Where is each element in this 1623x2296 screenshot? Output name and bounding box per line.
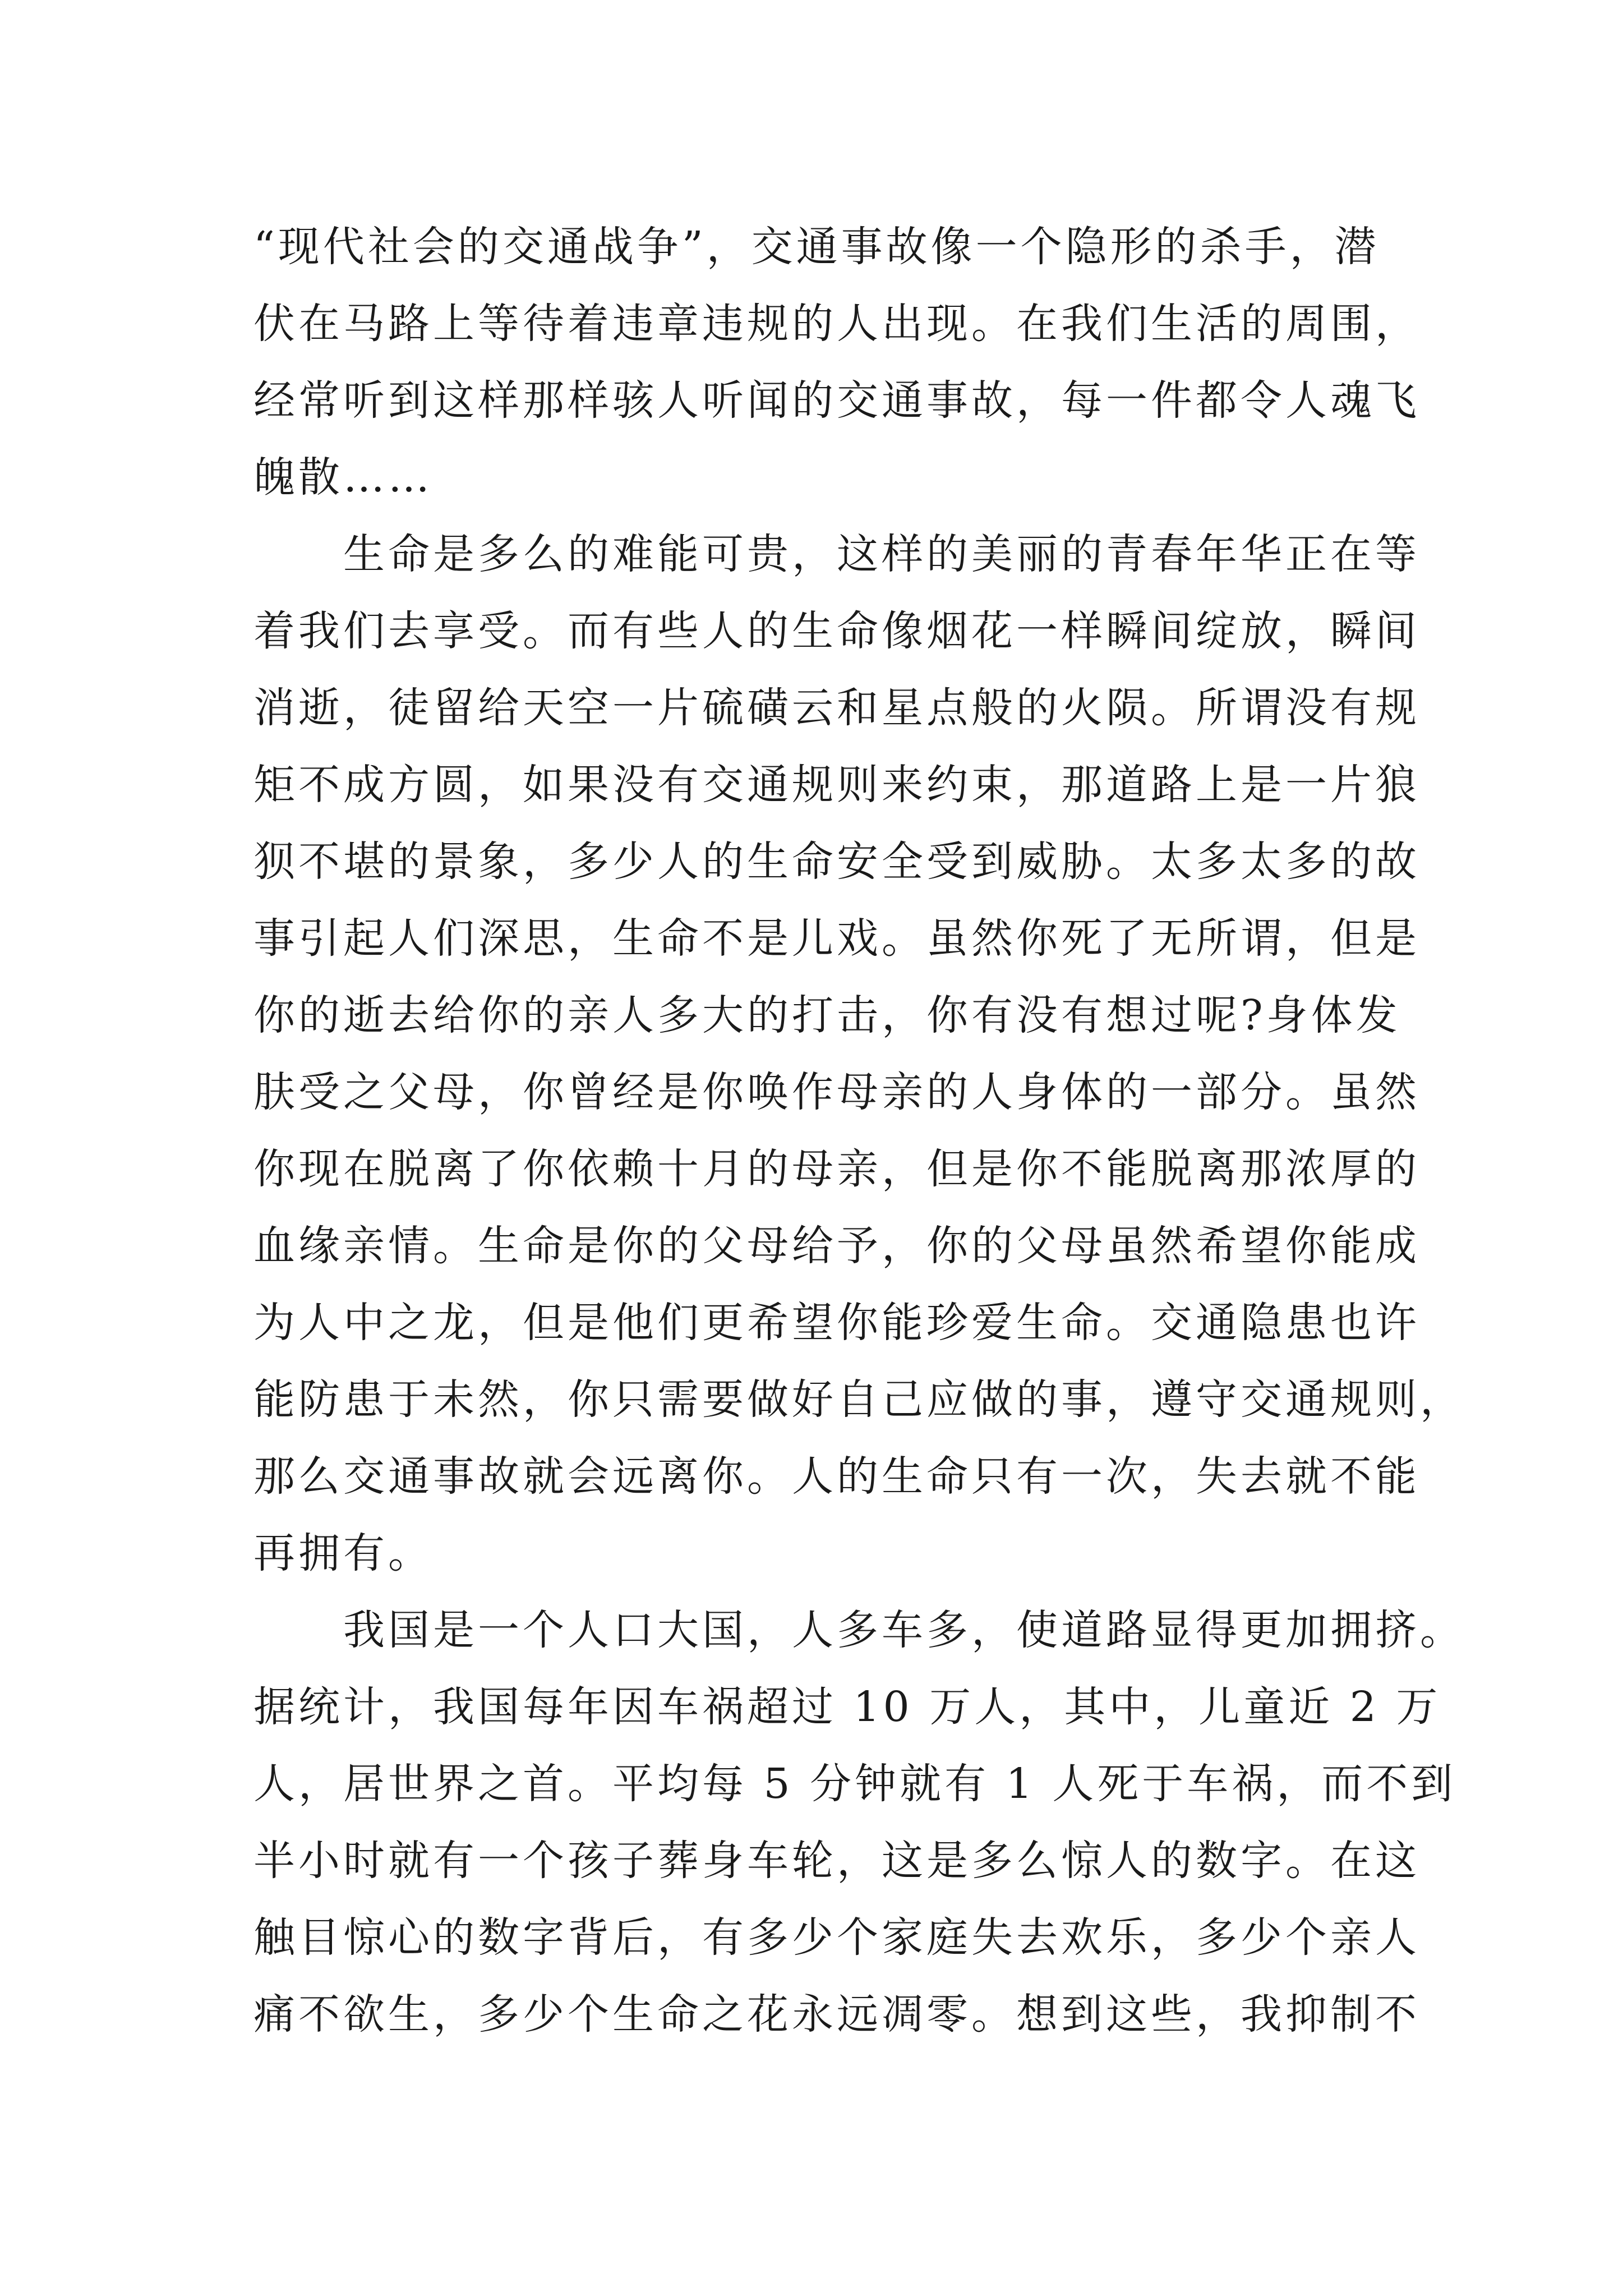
text-line: 触目惊心的数字背后，有多少个家庭失去欢乐，多少个亲人	[253, 1913, 1420, 1962]
text-line: 消逝，徒留给天空一片硫磺云和星点般的火陨。所谓没有规	[253, 684, 1420, 732]
text-line: 生命是多么的难能可贵，这样的美丽的青春年华正在等	[253, 530, 1420, 578]
text-line: “现代社会的交通战争”，交通事故像一个隐形的杀手，潜	[253, 223, 1380, 271]
text-line: 狈不堪的景象，多少人的生命安全受到威胁。太多太多的故	[253, 838, 1420, 886]
text-line: 血缘亲情。生命是你的父母给予，你的父母虽然希望你能成	[253, 1222, 1420, 1270]
text-line: 矩不成方圆，如果没有交通规则来约束，那道路上是一片狼	[253, 761, 1420, 809]
text-line: 能防患于未然，你只需要做好自己应做的事，遵守交通规则，	[253, 1375, 1465, 1424]
text-line: 魄散……	[253, 453, 433, 501]
text-line: 着我们去享受。而有些人的生命像烟花一样瞬间绽放，瞬间	[253, 607, 1420, 655]
text-line: 经常听到这样那样骇人听闻的交通事故，每一件都令人魂飞	[253, 376, 1420, 425]
text-line: 你现在脱离了你依赖十月的母亲，但是你不能脱离那浓厚的	[253, 1145, 1420, 1193]
text-line: 你的逝去给你的亲人多大的打击，你有没有想过呢?身体发	[253, 991, 1401, 1039]
text-line: 半小时就有一个孩子葬身车轮，这是多么惊人的数字。在这	[253, 1837, 1420, 1885]
text-line: 我国是一个人口大国，人多车多，使道路显得更加拥挤。	[253, 1606, 1465, 1654]
text-line: 肤受之父母，你曾经是你唤作母亲的人身体的一部分。虽然	[253, 1068, 1420, 1116]
text-line: 再拥有。	[253, 1529, 433, 1577]
text-line: 那么交通事故就会远离你。人的生命只有一次，失去就不能	[253, 1452, 1420, 1501]
text-line: 为人中之龙，但是他们更希望你能珍爱生命。交通隐患也许	[253, 1299, 1420, 1347]
text-line: 人，居世界之首。平均每 5 分钟就有 1 人死于车祸，而不到	[253, 1760, 1456, 1808]
text-line: 事引起人们深思，生命不是儿戏。虽然你死了无所谓，但是	[253, 914, 1420, 963]
text-line: 据统计，我国每年因车祸超过 10 万人，其中，儿童近 2 万	[253, 1683, 1441, 1731]
text-line: 伏在马路上等待着违章违规的人出现。在我们生活的周围，	[253, 300, 1420, 348]
text-line: 痛不欲生，多少个生命之花永远凋零。想到这些，我抑制不	[253, 1990, 1420, 2039]
body-text	[253, 209, 1465, 2053]
